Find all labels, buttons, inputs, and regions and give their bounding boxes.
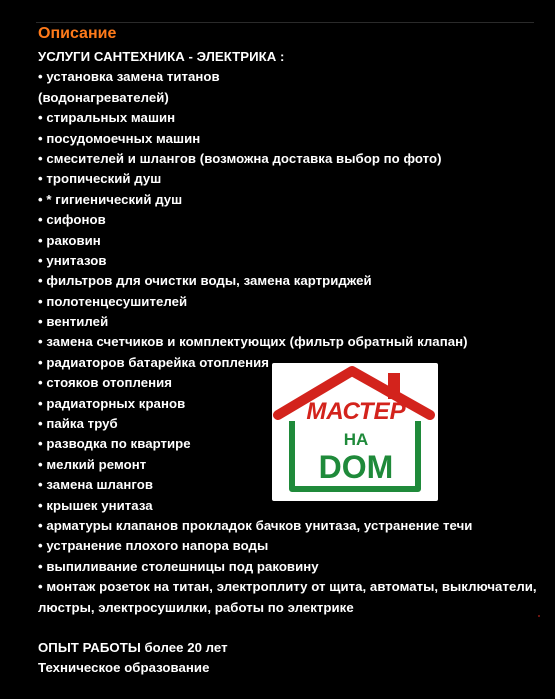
section-title: Описание	[38, 25, 117, 42]
logo-word-dom: DOM	[318, 449, 394, 485]
service-item: • смесителей и шлангов (возможна доставка выбор по фото)	[38, 150, 442, 166]
service-item: • монтаж розеток на титан, электроплиту от щита, автоматы, выключатели,	[38, 579, 537, 595]
service-item: • замена счетчиков и комплектующих (фильтр обратный клапан)	[38, 334, 468, 350]
service-item: • полотенцесушителей	[38, 293, 188, 309]
service-item: • раковин	[38, 232, 101, 248]
service-item: • вентилей	[38, 314, 109, 330]
services-heading: УСЛУГИ САНТЕХНИКА - ЭЛЕКТРИКА :	[38, 49, 285, 64]
service-item: • радиаторных кранов	[38, 395, 186, 411]
service-item: • посудомоечных машин	[38, 130, 201, 146]
service-item: • тропический душ	[38, 171, 162, 187]
service-item: • сифонов	[38, 212, 106, 228]
master-na-dom-logo	[272, 363, 438, 501]
experience-text: ОПЫТ РАБОТЫ более 20 лет	[38, 639, 228, 655]
logo-word-master: МАСТЕР	[306, 398, 406, 425]
service-item: (водонагревателей)	[38, 89, 169, 105]
service-item: • устранение плохого напора воды	[38, 538, 269, 554]
service-item: • стиральных машин	[38, 110, 176, 126]
service-item: • унитазов	[38, 252, 107, 268]
service-item: • мелкий ремонт	[38, 456, 147, 472]
service-item: • стояков отопления	[38, 375, 173, 391]
service-item: • * гигиенический душ	[38, 191, 183, 207]
service-item: • разводка по квартире	[38, 436, 191, 452]
decorative-dot	[538, 615, 540, 617]
service-item: люстры, электросушилки, работы по электрике	[38, 599, 354, 615]
service-item: • выпиливание столешницы под раковину	[38, 558, 319, 574]
service-item: • радиаторов батарейка отопления	[38, 354, 270, 370]
top-divider	[36, 22, 534, 23]
service-item: • крышек унитаза	[38, 497, 153, 513]
service-item: • замена шлангов	[38, 477, 153, 493]
house-icon	[272, 363, 438, 501]
service-item: • пайка труб	[38, 416, 118, 432]
service-item: • установка замена титанов	[38, 69, 220, 85]
service-item: • арматуры клапанов прокладок бачков унитаза, устранение течи	[38, 517, 473, 533]
education-text: Техническое образование	[38, 660, 210, 676]
logo-word-na: НА	[343, 430, 369, 449]
service-item: • фильтров для очистки воды, замена картриджей	[38, 273, 372, 289]
